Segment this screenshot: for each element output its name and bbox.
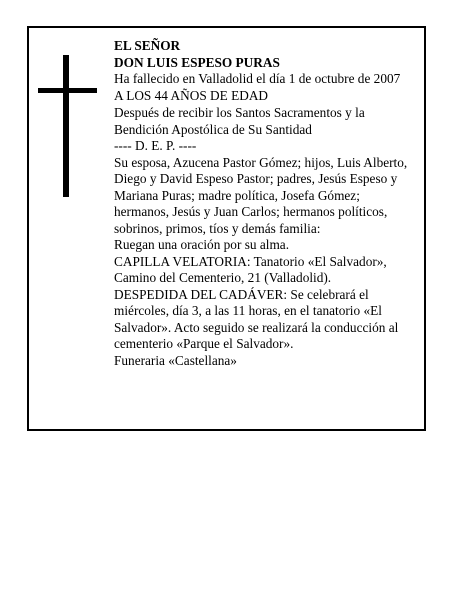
cross-horizontal-bar bbox=[38, 88, 97, 93]
cross-vertical-bar bbox=[63, 55, 69, 197]
age-line: A LOS 44 AÑOS DE EDAD bbox=[114, 87, 269, 103]
chapel-info: CAPILLA VELATORIA: Tanatorio «El Salvador», Camino del Cementerio, 21 (Valladolid). bbox=[114, 253, 387, 285]
family-list: Su esposa, Azucena Pastor Gómez; hijos, Luis Alberto, Diego y David Espeso Pastor; padres, Jesús Espeso y Mariana Puras; madre política, Josefa Gómez; hermanos, Jesús y Juan Carlos; hermanos políticos, sobrinos, primos, tíos y demás familia: bbox=[114, 154, 408, 236]
farewell-info: DESPEDIDA DEL CADÁVER: Se celebrará el miércoles, día 3, a las 11 horas, en el tanatorio «El Salvador». Acto seguido se realizará la conducción al cementerio «Parque el Salvador». bbox=[114, 286, 399, 351]
obituary-text bbox=[114, 38, 414, 369]
deceased-name: DON LUIS ESPESO PURAS bbox=[114, 54, 280, 70]
rip-line: ---- D. E. P. ---- bbox=[114, 138, 197, 153]
latin-cross-icon bbox=[38, 55, 98, 197]
sacraments-text: Después de recibir los Santos Sacramentos y la Bendición Apostólica de Su Santidad bbox=[114, 105, 365, 137]
death-notice: Ha fallecido en Valladolid el día 1 de octubre de 2007 bbox=[114, 71, 401, 86]
prayer-request: Ruegan una oración por su alma. bbox=[114, 237, 290, 252]
title-line-1: EL SEÑOR bbox=[114, 38, 181, 53]
funeral-home: Funeraria «Castellana» bbox=[114, 352, 237, 368]
